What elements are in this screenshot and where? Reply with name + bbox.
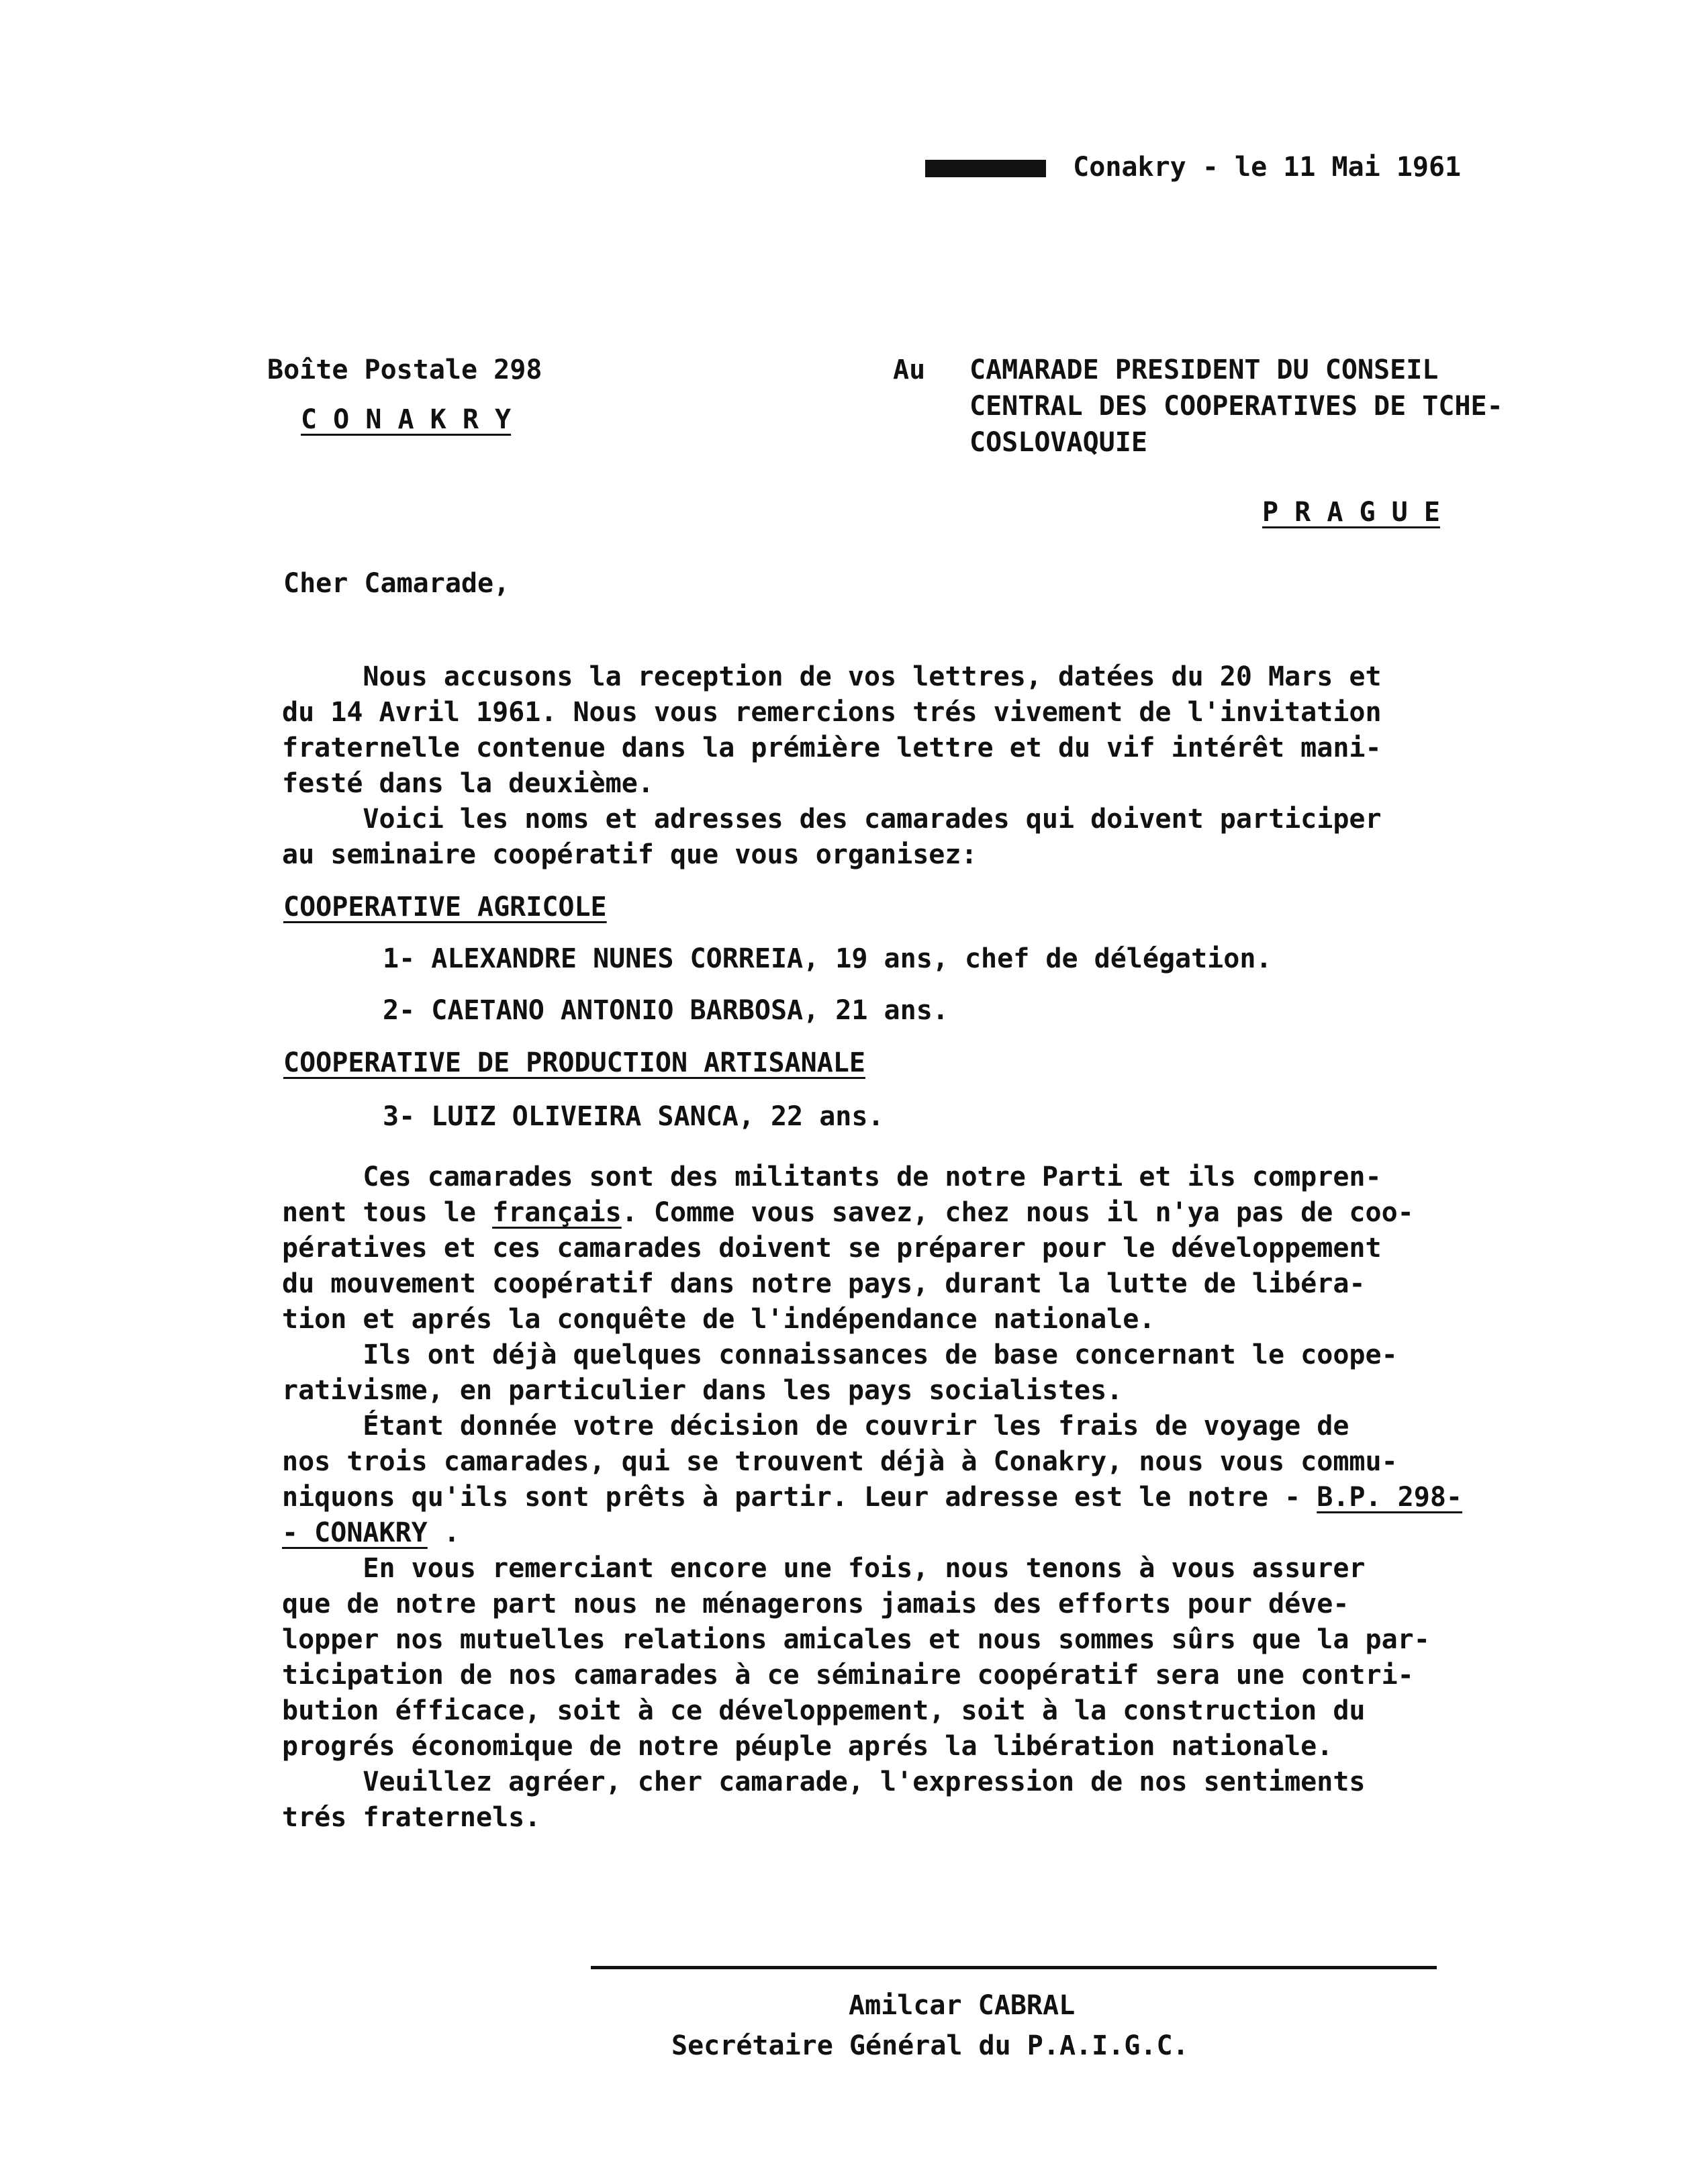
signature-name: Amilcar CABRAL <box>849 1990 1076 2021</box>
address-underlined: B.P. 298- <box>1317 1482 1462 1513</box>
date-text: Conakry - le 11 Mai 1961 <box>1073 152 1462 183</box>
signature-title: Secrétaire Général du P.A.I.G.C. <box>671 2030 1189 2061</box>
body-line: du mouvement coopératif dans notre pays, durant la lutte de libéra- <box>282 1268 1366 1299</box>
signature-rule <box>591 1966 1437 1969</box>
body-line: Nous accusons la reception de vos lettres, datées du 20 Mars et <box>282 661 1382 692</box>
recipient-prefix: Au <box>893 355 926 385</box>
recipient-city: P R A G U E <box>1262 497 1440 528</box>
body-line: Voici les noms et adresses des camarades qui doivent participer <box>282 804 1382 835</box>
body-line: lopper nos mutuelles relations amicales et nous sommes sûrs que la par- <box>282 1624 1430 1655</box>
body-line-francais <box>282 1197 1414 1228</box>
body-line: bution éfficace, soit à ce développement, soit à la construction du <box>282 1695 1366 1726</box>
redaction-mark <box>925 160 1046 177</box>
body-line: au seminaire coopératif que vous organisez: <box>282 839 978 870</box>
body-text: nent tous le <box>282 1197 493 1228</box>
body-line: du 14 Avril 1961. Nous vous remercions trés vivement de l'invitation <box>282 697 1382 728</box>
body-line: Ces camarades sont des militants de notre Parti et ils compren- <box>282 1162 1382 1192</box>
body-line: festé dans la deuxième. <box>282 768 654 799</box>
body-line: fraternelle contenue dans la prémière lettre et du vif intérêt mani- <box>282 733 1382 763</box>
body-line-address <box>282 1482 1462 1513</box>
body-line: rativisme, en particulier dans les pays socialistes. <box>282 1375 1123 1406</box>
body-line: tion et aprés la conquête de l'indépendance nationale. <box>282 1304 1155 1335</box>
recipient-line1: CAMARADE PRESIDENT DU CONSEIL <box>969 355 1439 385</box>
recipient-line2: CENTRAL DES COOPERATIVES DE TCHE- <box>969 391 1503 422</box>
section-title-artisanale: COOPERATIVE DE PRODUCTION ARTISANALE <box>283 1047 865 1078</box>
delegate-item: 2- CAETANO ANTONIO BARBOSA, 21 ans. <box>383 995 949 1026</box>
date-line <box>893 121 1461 183</box>
body-line: que de notre part nous ne ménagerons jamais des efforts pour déve- <box>282 1589 1349 1619</box>
body-line: pératives et ces camarades doivent se préparer pour le développement <box>282 1233 1382 1264</box>
delegate-item: 1- ALEXANDRE NUNES CORREIA, 19 ans, chef de délégation. <box>383 943 1272 974</box>
sender-city: C O N A K R Y <box>301 404 512 435</box>
body-text: . <box>427 1517 460 1548</box>
body-text: niquons qu'ils sont prêts à partir. Leur adresse est le notre - <box>282 1482 1317 1513</box>
underlined-word: français <box>492 1197 622 1228</box>
salutation: Cher Camarade, <box>283 568 510 599</box>
body-line: trés fraternels. <box>282 1802 541 1833</box>
section-title-agricole: COOPERATIVE AGRICOLE <box>283 892 607 923</box>
delegate-item: 3- LUIZ OLIVEIRA SANCA, 22 ans. <box>383 1101 884 1132</box>
body-line-address-2 <box>282 1517 460 1548</box>
body-text: . Comme vous savez, chez nous il n'ya pas de coo- <box>621 1197 1414 1228</box>
body-line: ticipation de nos camarades à ce séminaire coopératif sera une contri- <box>282 1660 1414 1691</box>
body-line: Ils ont déjà quelques connaissances de base concernant le coope- <box>282 1339 1398 1370</box>
sender-postbox: Boîte Postale 298 <box>267 355 542 385</box>
body-line: nos trois camarades, qui se trouvent déjà à Conakry, nous vous commu- <box>282 1446 1398 1477</box>
body-line: Étant donnée votre décision de couvrir les frais de voyage de <box>282 1411 1349 1442</box>
address-underlined: - CONAKRY <box>282 1517 428 1548</box>
body-line: En vous remerciant encore une fois, nous tenons à vous assurer <box>282 1553 1366 1584</box>
body-line: Veuillez agréer, cher camarade, l'expression de nos sentiments <box>282 1766 1366 1797</box>
recipient-line3: COSLOVAQUIE <box>969 427 1147 458</box>
body-line: progrés économique de notre péuple aprés la libération nationale. <box>282 1731 1333 1762</box>
